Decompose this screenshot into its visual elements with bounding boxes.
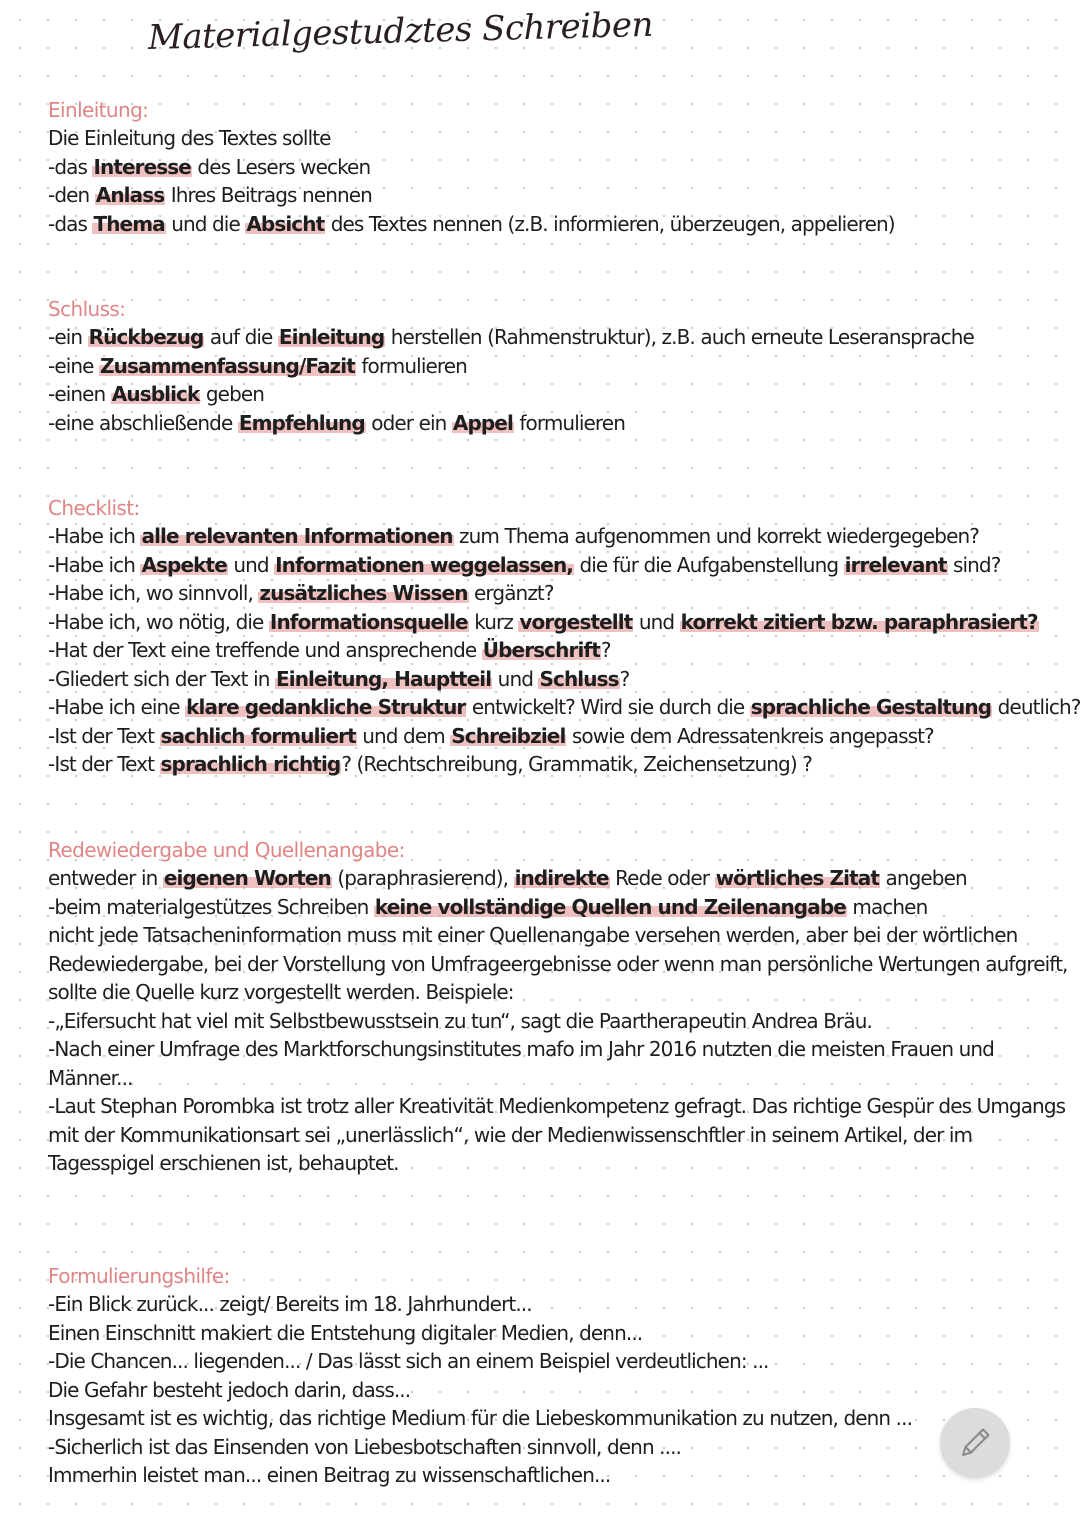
section-heading: Schluss: bbox=[48, 297, 126, 321]
text-line bbox=[48, 352, 1048, 381]
text-line bbox=[48, 323, 1048, 352]
text-segment: ergänzt? bbox=[468, 581, 554, 605]
text-segment: sowie dem Adressatenkreis angepasst? bbox=[566, 723, 934, 748]
text-segment: zum Thema aufgenommen und korrekt wiedergegeben? bbox=[453, 524, 979, 548]
text-segment: -einen bbox=[48, 382, 111, 406]
text-segment: -Ist der Text bbox=[48, 752, 160, 776]
text-segment: Tagesspigel erschienen ist, behauptet. bbox=[48, 1151, 399, 1175]
text-line bbox=[48, 722, 1048, 751]
section-heading: Formulierungshilfe: bbox=[48, 1264, 230, 1288]
text-segment: die für die Aufgabenstellung bbox=[574, 552, 844, 577]
section-lines bbox=[48, 522, 1080, 779]
text-segment: ? (Rechtschreibung, Grammatik, Zeichensetzung) ? bbox=[341, 752, 812, 776]
highlighted-term: sachlich formuliert bbox=[160, 723, 356, 748]
text-segment: -das bbox=[48, 154, 93, 179]
text-line bbox=[48, 380, 1048, 409]
text-segment: -eine abschließende bbox=[48, 410, 238, 435]
text-line bbox=[48, 1461, 1048, 1490]
text-line bbox=[48, 864, 1048, 893]
highlighted-term: Überschrift bbox=[482, 638, 600, 662]
text-segment: machen bbox=[846, 894, 928, 919]
text-segment: und bbox=[633, 609, 680, 634]
text-line bbox=[48, 1092, 1066, 1121]
text-segment: -„Eifersucht hat viel mit Selbstbewusstsein zu tun“, sagt die Paartherapeutin Andrea Bräu. bbox=[48, 1008, 872, 1033]
section-lines bbox=[48, 1290, 1048, 1490]
text-segment: und bbox=[492, 666, 539, 691]
text-line bbox=[48, 124, 1048, 153]
section-einleitung bbox=[48, 96, 1048, 238]
text-segment: formulieren bbox=[355, 353, 467, 378]
text-segment: -Gliedert sich der Text in bbox=[48, 666, 275, 691]
text-segment: -Ist der Text bbox=[48, 723, 160, 748]
text-segment: ? bbox=[600, 638, 611, 662]
text-line bbox=[48, 551, 1048, 580]
text-segment: -Habe ich bbox=[48, 524, 141, 548]
text-line bbox=[48, 1007, 1048, 1036]
highlighted-term: korrekt zitiert bzw. paraphrasiert? bbox=[680, 609, 1038, 634]
section-checklist bbox=[48, 494, 1080, 779]
highlighted-term: sprachliche Gestaltung bbox=[750, 695, 992, 719]
text-line bbox=[48, 1149, 1048, 1178]
highlighted-term: keine vollständige Quellen und Zeilenangabe bbox=[374, 894, 846, 919]
text-line bbox=[48, 1121, 1048, 1150]
text-segment: und dem bbox=[356, 723, 451, 748]
text-segment: und die bbox=[165, 211, 246, 236]
text-segment: Immerhin leistet man... einen Beitrag zu wissenschaftlichen... bbox=[48, 1463, 611, 1487]
text-line bbox=[48, 893, 1048, 922]
section-lines bbox=[48, 124, 1048, 238]
section-heading: Checklist: bbox=[48, 496, 140, 520]
text-segment: und bbox=[227, 552, 275, 577]
highlighted-term: alle relevanten Informationen bbox=[141, 524, 453, 548]
text-segment: oder ein bbox=[365, 410, 452, 435]
text-segment: nicht jede Tatsacheninformation muss mit einer Quellenangabe versehen werden, aber bei der wörtlichen bbox=[48, 923, 1018, 947]
text-segment: Rede oder bbox=[609, 866, 715, 890]
text-line bbox=[48, 522, 1048, 551]
highlighted-term: Rückbezug bbox=[88, 325, 204, 349]
text-line bbox=[48, 665, 1048, 694]
text-segment: deutlich? bbox=[992, 695, 1080, 719]
text-segment: -Ein Blick zurück... zeigt/ Bereits im 18. Jahrhundert... bbox=[48, 1292, 532, 1316]
text-line bbox=[48, 153, 1048, 182]
highlighted-term: Anlass bbox=[95, 183, 165, 207]
text-segment: -das bbox=[48, 211, 93, 236]
text-segment: -Sicherlich ist das Einsenden von Liebesbotschaften sinnvoll, denn .... bbox=[48, 1434, 682, 1459]
text-line bbox=[48, 1376, 1048, 1405]
text-line bbox=[48, 693, 1080, 722]
section-heading: Redewiedergabe und Quellenangabe: bbox=[48, 838, 405, 862]
text-line bbox=[48, 1347, 1048, 1376]
text-segment: -Hat der Text eine treffende und ansprechende bbox=[48, 638, 482, 662]
highlighted-term: sprachlich richtig bbox=[160, 752, 341, 776]
text-line bbox=[48, 608, 1048, 637]
text-line bbox=[48, 1319, 1048, 1348]
text-segment: -eine bbox=[48, 353, 100, 378]
section-redewiedergabe bbox=[48, 836, 1068, 1178]
text-line bbox=[48, 950, 1068, 979]
text-segment: des Textes nennen (z.B. informieren, überzeugen, appelieren) bbox=[325, 211, 895, 236]
highlighted-term: Empfehlung bbox=[238, 410, 365, 435]
section-heading: Einleitung: bbox=[48, 98, 149, 122]
highlighted-term: Zusammenfassung/Fazit bbox=[100, 353, 355, 378]
section-lines bbox=[48, 864, 1068, 1178]
text-segment: -Habe ich, wo sinnvoll, bbox=[48, 581, 259, 605]
text-segment: des Lesers wecken bbox=[191, 154, 371, 179]
text-line bbox=[48, 1064, 1048, 1093]
highlighted-term: klare gedankliche Struktur bbox=[186, 695, 466, 719]
text-segment: mit der Kommunikationsart sei „unerlässlich“, wie der Medienwissenschftler in seinem Artikel, der im bbox=[48, 1122, 973, 1147]
text-line bbox=[48, 1290, 1048, 1319]
text-segment: Die Einleitung des Textes sollte bbox=[48, 126, 331, 150]
text-line bbox=[48, 1433, 1048, 1462]
text-line bbox=[48, 1404, 1048, 1433]
text-segment: ? bbox=[619, 666, 630, 691]
text-segment: Insgesamt ist es wichtig, das richtige Medium für die Liebeskommunikation zu nutzen, denn ... bbox=[48, 1406, 913, 1430]
highlighted-term: Schluss bbox=[539, 666, 619, 691]
text-segment: -Habe ich, wo nötig, die bbox=[48, 609, 269, 634]
text-segment: auf die bbox=[204, 325, 278, 349]
section-lines bbox=[48, 323, 1048, 437]
highlighted-term: irrelevant bbox=[844, 552, 947, 577]
highlighted-term: Thema bbox=[93, 211, 165, 236]
highlighted-term: Absicht bbox=[246, 211, 325, 236]
highlighted-term: Einleitung, Hauptteil bbox=[275, 666, 492, 691]
text-segment: Ihres Beitrags nennen bbox=[165, 183, 372, 207]
text-segment: -Laut Stephan Porombka ist trotz aller Kreativität Medienkompetenz gefragt. Das richtige Gespür des Umgangs bbox=[48, 1094, 1066, 1118]
highlighted-term: Interesse bbox=[93, 154, 191, 179]
text-line bbox=[48, 750, 1048, 779]
page-title: Materialgestudztes Schreiben bbox=[147, 4, 654, 58]
text-segment: entwickelt? Wird sie durch die bbox=[466, 695, 750, 719]
text-segment: -den bbox=[48, 183, 95, 207]
text-segment: entweder in bbox=[48, 866, 163, 890]
text-segment: -Habe ich bbox=[48, 552, 141, 577]
text-line bbox=[48, 579, 1048, 608]
text-segment: -Die Chancen... liegenden... / Das lässt sich an einem Beispiel verdeutlichen: ... bbox=[48, 1349, 769, 1373]
text-line bbox=[48, 636, 1048, 665]
text-line bbox=[48, 921, 1048, 950]
edit-button[interactable] bbox=[940, 1408, 1010, 1478]
text-segment: Redewiedergabe, bei der Vorstellung von Umfrageergebnisse oder wenn man persönliche Wertungen aufgreift, bbox=[48, 951, 1068, 976]
text-line bbox=[48, 210, 1048, 239]
text-segment: geben bbox=[200, 382, 265, 406]
highlighted-term: vorgestellt bbox=[519, 609, 633, 634]
text-segment: formulieren bbox=[513, 410, 625, 435]
text-line bbox=[48, 978, 1048, 1007]
text-segment: Männer... bbox=[48, 1065, 133, 1090]
text-line bbox=[48, 409, 1048, 438]
text-line bbox=[48, 181, 1048, 210]
highlighted-term: Schreibziel bbox=[451, 723, 566, 748]
text-segment: (paraphrasierend), bbox=[331, 866, 514, 890]
highlighted-term: Aspekte bbox=[141, 552, 227, 577]
section-schluss bbox=[48, 295, 1048, 437]
text-segment: -Habe ich eine bbox=[48, 695, 186, 719]
text-segment: angeben bbox=[880, 866, 967, 890]
highlighted-term: indirekte bbox=[514, 866, 609, 890]
text-segment: herstellen (Rahmenstruktur), z.B. auch erneute Leseransprache bbox=[385, 325, 974, 349]
text-segment: -ein bbox=[48, 325, 88, 349]
highlighted-term: Appel bbox=[452, 410, 513, 435]
text-segment: sollte die Quelle kurz vorgestellt werden. Beispiele: bbox=[48, 980, 514, 1004]
highlighted-term: wörtliches Zitat bbox=[715, 866, 880, 890]
highlighted-term: zusätzliches Wissen bbox=[259, 581, 468, 605]
pencil-icon bbox=[953, 1421, 997, 1465]
highlighted-term: Informationsquelle bbox=[269, 609, 468, 634]
text-line bbox=[48, 1035, 1048, 1064]
section-formulierungshilfe bbox=[48, 1262, 1048, 1490]
highlighted-term: Einleitung bbox=[278, 325, 385, 349]
text-segment: Die Gefahr besteht jedoch darin, dass... bbox=[48, 1377, 411, 1402]
text-segment: kurz bbox=[468, 609, 519, 634]
text-segment: Einen Einschnitt makiert die Entstehung digitaler Medien, denn... bbox=[48, 1320, 643, 1345]
text-segment: -Nach einer Umfrage des Marktforschungsinstitutes mafo im Jahr 2016 nutzten die meisten Frauen und bbox=[48, 1037, 994, 1061]
highlighted-term: Informationen weggelassen, bbox=[275, 552, 574, 577]
highlighted-term: eigenen Worten bbox=[163, 866, 331, 890]
text-segment: sind? bbox=[947, 552, 1001, 577]
text-segment: -beim materialgestützes Schreiben bbox=[48, 894, 374, 919]
highlighted-term: Ausblick bbox=[111, 382, 200, 406]
